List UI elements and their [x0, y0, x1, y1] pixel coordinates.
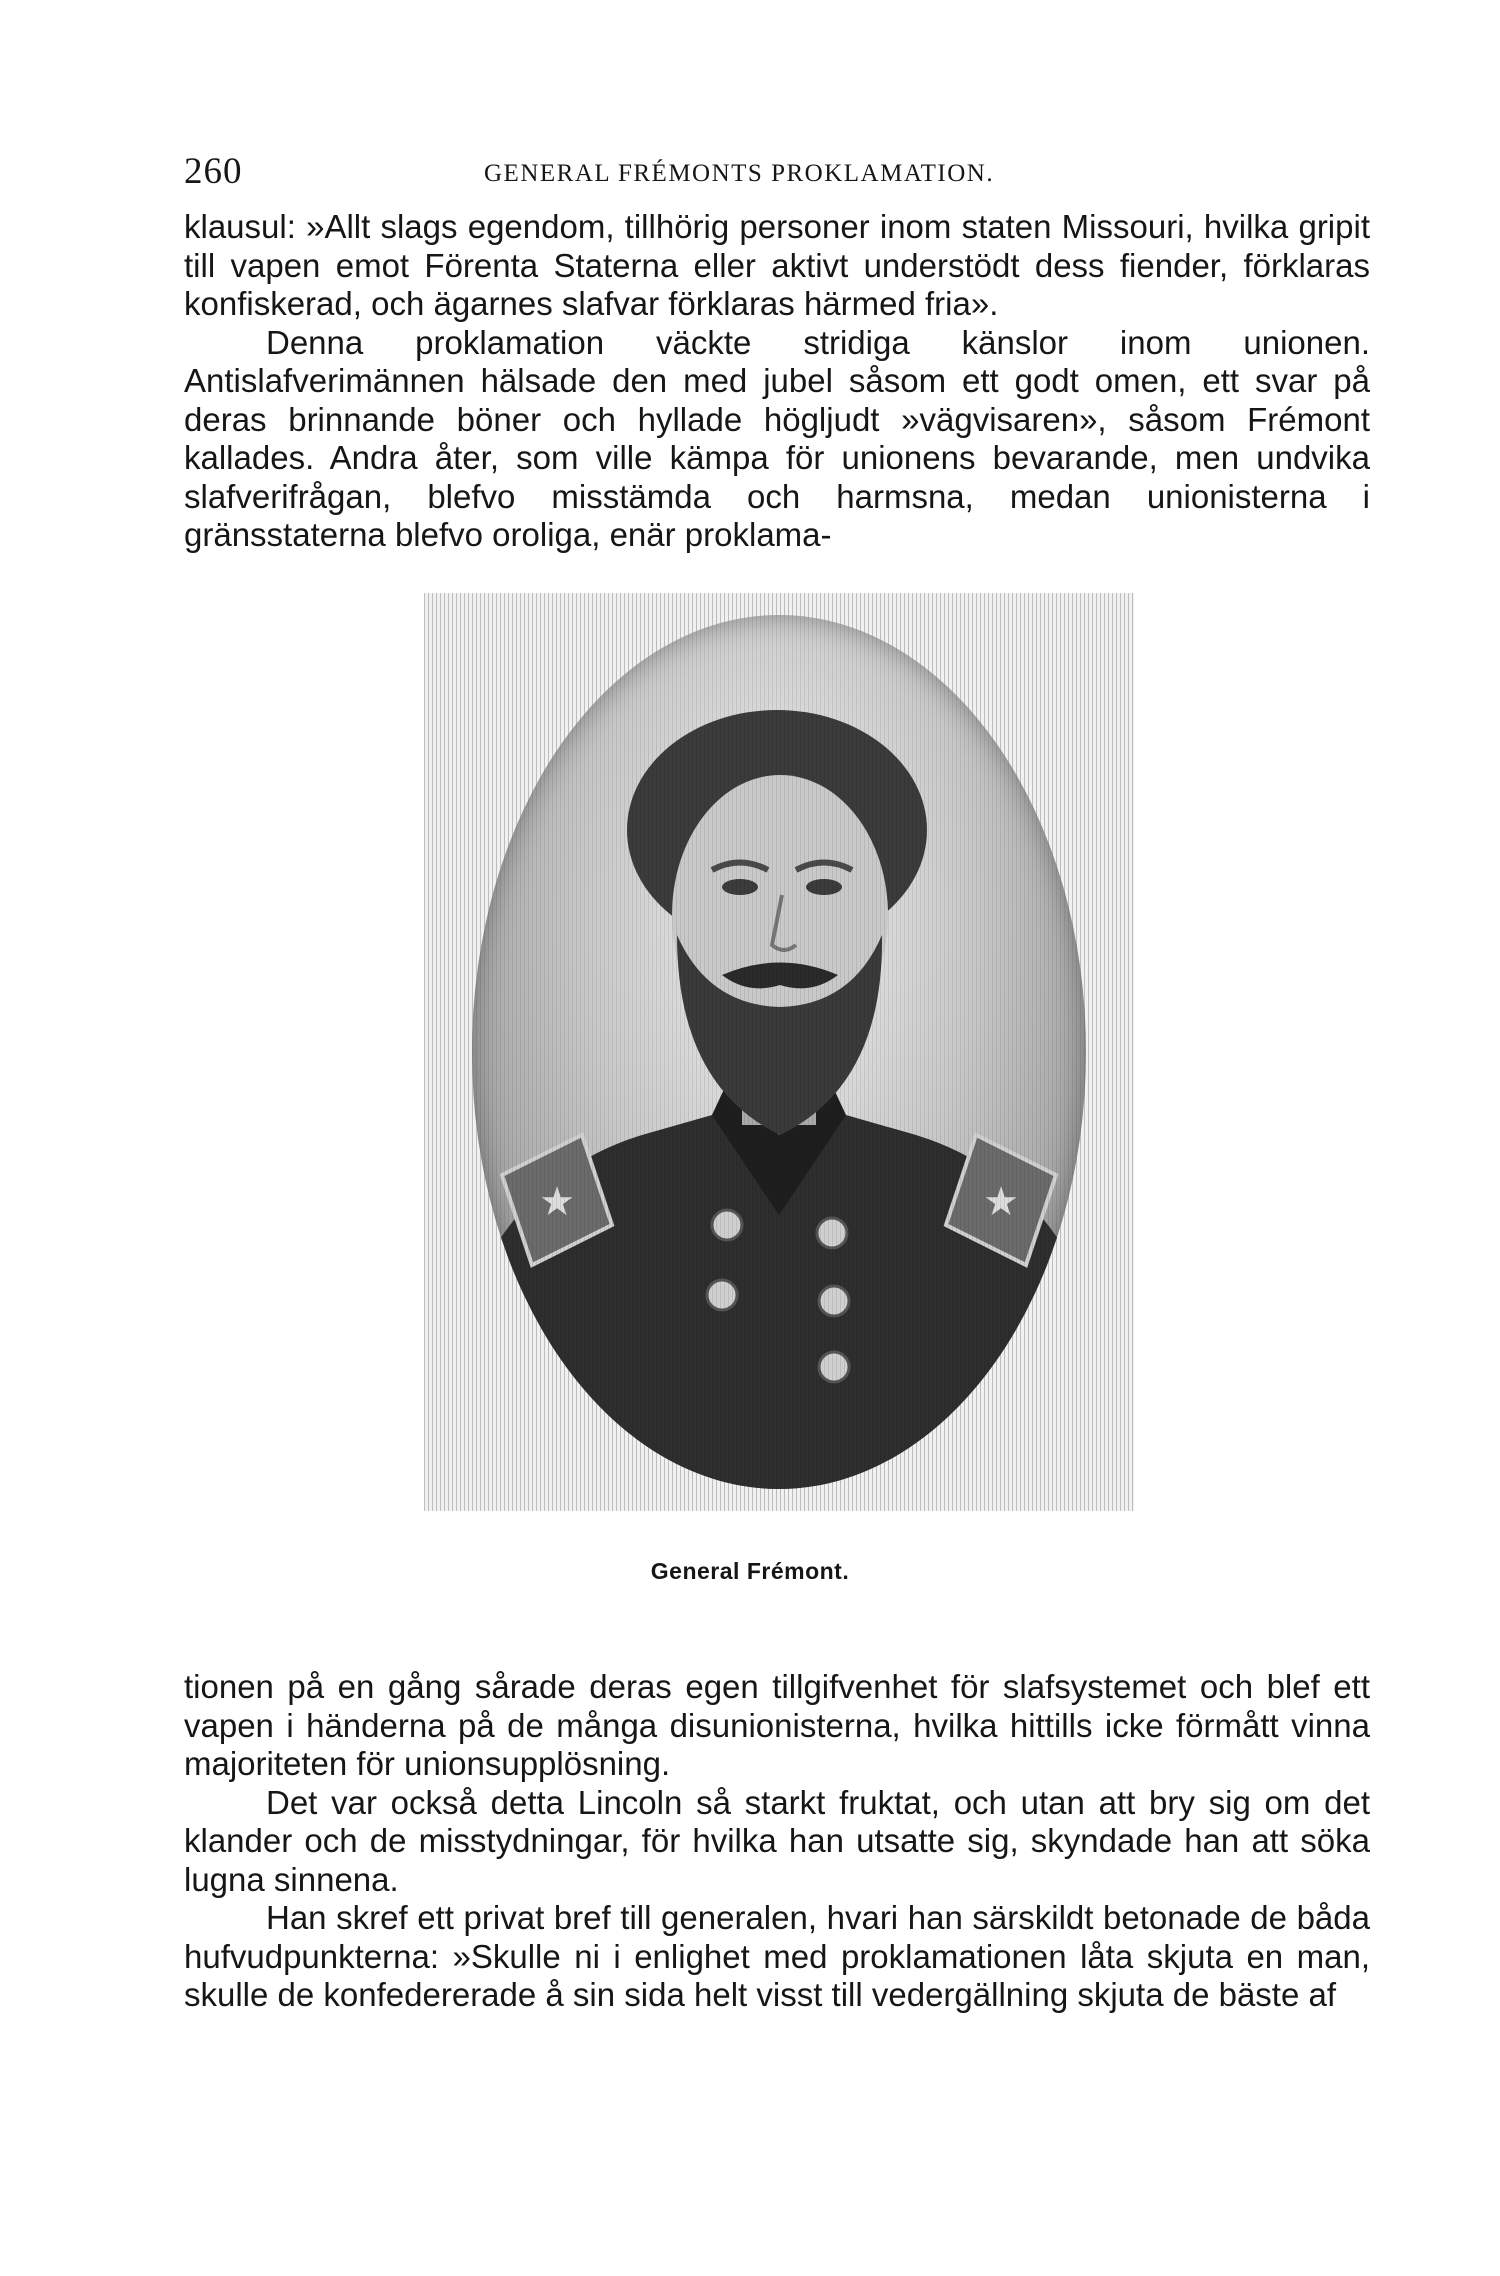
running-title: GENERAL FRÉMONTS PROKLAMATION.: [484, 160, 995, 187]
paragraph: klausul: »Allt slags egendom, tillhörig personer inom staten Missouri, hvilka gripit till vapen emot Förenta Staterna eller aktivt understödt dess fiender, förklaras konfiskerad, och ägarnes slafvar förklaras härmed fria».: [184, 208, 1370, 322]
portrait-plate: [424, 593, 1134, 1511]
body-text-top: [184, 208, 1370, 555]
page-header: [184, 150, 1382, 190]
paragraph: Det var också detta Lincoln så starkt fruktat, och utan att bry sig om det klander och de misstydningar, för hvilka han utsatte sig, skyndade han att söka lugna sinnena.: [184, 1783, 1370, 1898]
portrait-engraving: [472, 615, 1086, 1489]
body-text-bottom: [184, 1668, 1370, 2015]
figure-caption: General Frémont.: [650, 1558, 850, 1584]
paragraph: Han skref ett privat bref till generalen, hvari han särskildt betonade de båda hufvudpunkterna: »Skulle ni i enlighet med proklamationen låta skjuta en man, skulle de konfedererade å sin sida helt visst till vedergällning skjuta de bäste af: [184, 1899, 1370, 2013]
portrait-illustration: [472, 615, 1086, 1489]
paragraph: tionen på en gång sårade deras egen tillgifvenhet för slafsystemet och blef ett vapen i händerna på de många disunionisterna, hvilka hittills icke förmått vinna majoriteten för unionsupplösning.: [184, 1668, 1370, 1782]
paragraph: Denna proklamation väckte stridiga känslor inom unionen. Antislafverimännen hälsade den med jubel såsom ett godt omen, ett svar på deras brinnande böner och hyllade högljudt »vägvisaren», såsom Frémont kallades. Andra åter, som ville kämpa för unionens bevarande, men undvika slafverifrågan, blefvo misstämda och harmsna, medan unionisterna i gränsstaterna blefvo oroliga, enär proklama-: [184, 323, 1370, 553]
page-number: 260: [184, 151, 243, 192]
